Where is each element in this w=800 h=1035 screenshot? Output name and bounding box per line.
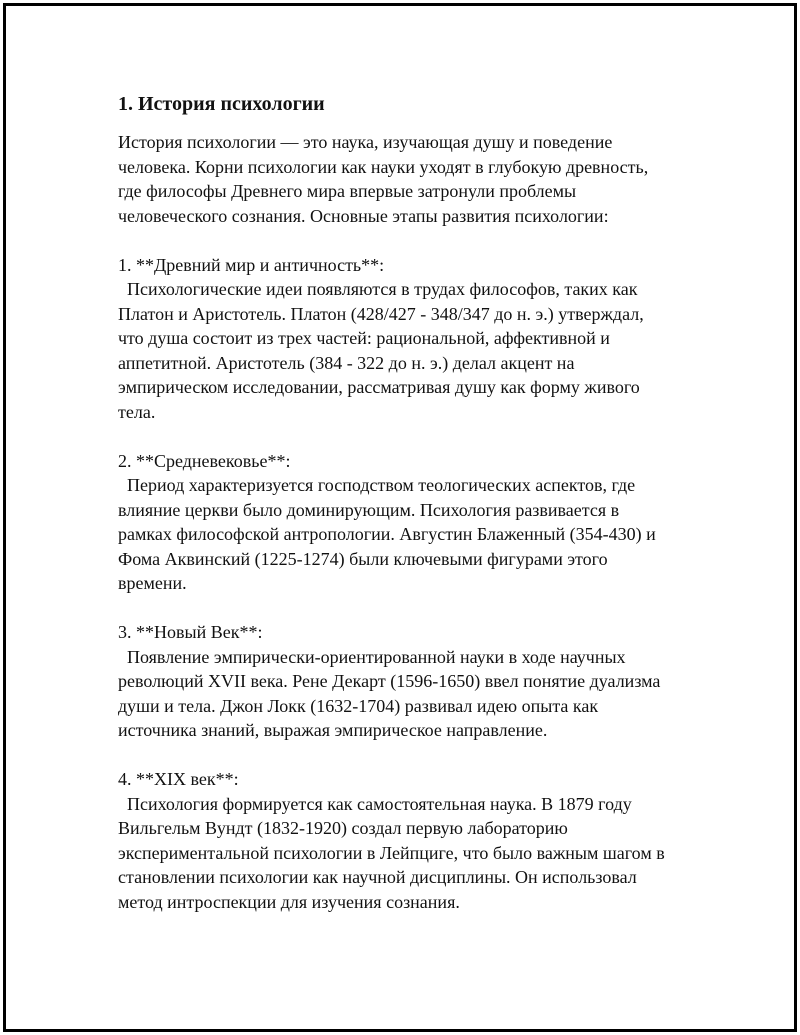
section-line: Фома Аквинский (1225-1274) были ключевыми фигурами этого bbox=[118, 548, 608, 569]
section-title: 4. **XIX век**: bbox=[118, 769, 239, 789]
intro-line: человеческого сознания. Основные этапы развития психологии: bbox=[118, 205, 609, 226]
section-line: Появление эмпирически-ориентированной науки в ходе научных bbox=[127, 646, 626, 667]
section-line: Период характеризуется господством теологических аспектов, где bbox=[127, 475, 636, 495]
section-line: Психология формируется как самостоятельная наука. В 1879 году bbox=[127, 793, 632, 814]
section-19th-century bbox=[118, 767, 698, 914]
section-title: 1. **Древний мир и античность**: bbox=[118, 254, 385, 275]
intro-line: человека. Корни психологии как науки уходят в глубокую древность, bbox=[118, 156, 649, 177]
section-ancient bbox=[118, 253, 698, 425]
section-line: источника знаний, выражая эмпирическое направление. bbox=[118, 720, 548, 740]
intro-line: История психологии — это наука, изучающая душу и поведение bbox=[118, 132, 613, 152]
section-line: тела. bbox=[118, 401, 156, 422]
section-line: времени. bbox=[118, 573, 187, 593]
section-line: эмпирическом исследовании, рассматривая душу как форму живого bbox=[118, 377, 640, 397]
section-line: что душа состоит из трех частей: рациональной, аффективной и bbox=[118, 328, 610, 348]
section-line: души и тела. Джон Локк (1632-1704) развивал идею опыта как bbox=[118, 695, 599, 716]
page-title: 1. История психологии bbox=[118, 93, 325, 115]
section-line: рамках философской антропологии. Августин Блаженный (354-430) и bbox=[118, 524, 656, 544]
section-title: 2. **Средневековье**: bbox=[118, 450, 291, 471]
section-line: экспериментальной психологии в Лейпциге, что было важным шагом в bbox=[118, 842, 665, 863]
section-line: Психологические идеи появляются в трудах философов, таких как bbox=[127, 279, 638, 299]
section-title: 3. **Новый Век**: bbox=[118, 622, 263, 642]
section-middle-ages bbox=[118, 449, 698, 596]
document-body bbox=[118, 90, 698, 914]
section-modern-age bbox=[118, 620, 698, 743]
section-line: метод интроспекции для изучения сознания. bbox=[118, 891, 460, 912]
section-line: Платон и Аристотель. Платон (428/427 - 348/347 до н. э.) утверждал, bbox=[118, 303, 644, 324]
section-line: революций XVII века. Рене Декарт (1596-1650) ввел понятие дуализма bbox=[118, 671, 661, 691]
section-line: влияние церкви было доминирующим. Психология развивается в bbox=[118, 499, 620, 520]
intro-paragraph bbox=[118, 130, 698, 228]
section-line: становлении психологии как научной дисциплины. Он использовал bbox=[118, 867, 637, 887]
section-line: Вильгельм Вундт (1832-1920) создал первую лабораторию bbox=[118, 818, 568, 838]
intro-line: где философы Древнего мира впервые затронули проблемы bbox=[118, 181, 577, 201]
section-line: аппетитной. Аристотель (384 - 322 до н. э.) делал акцент на bbox=[118, 352, 575, 373]
